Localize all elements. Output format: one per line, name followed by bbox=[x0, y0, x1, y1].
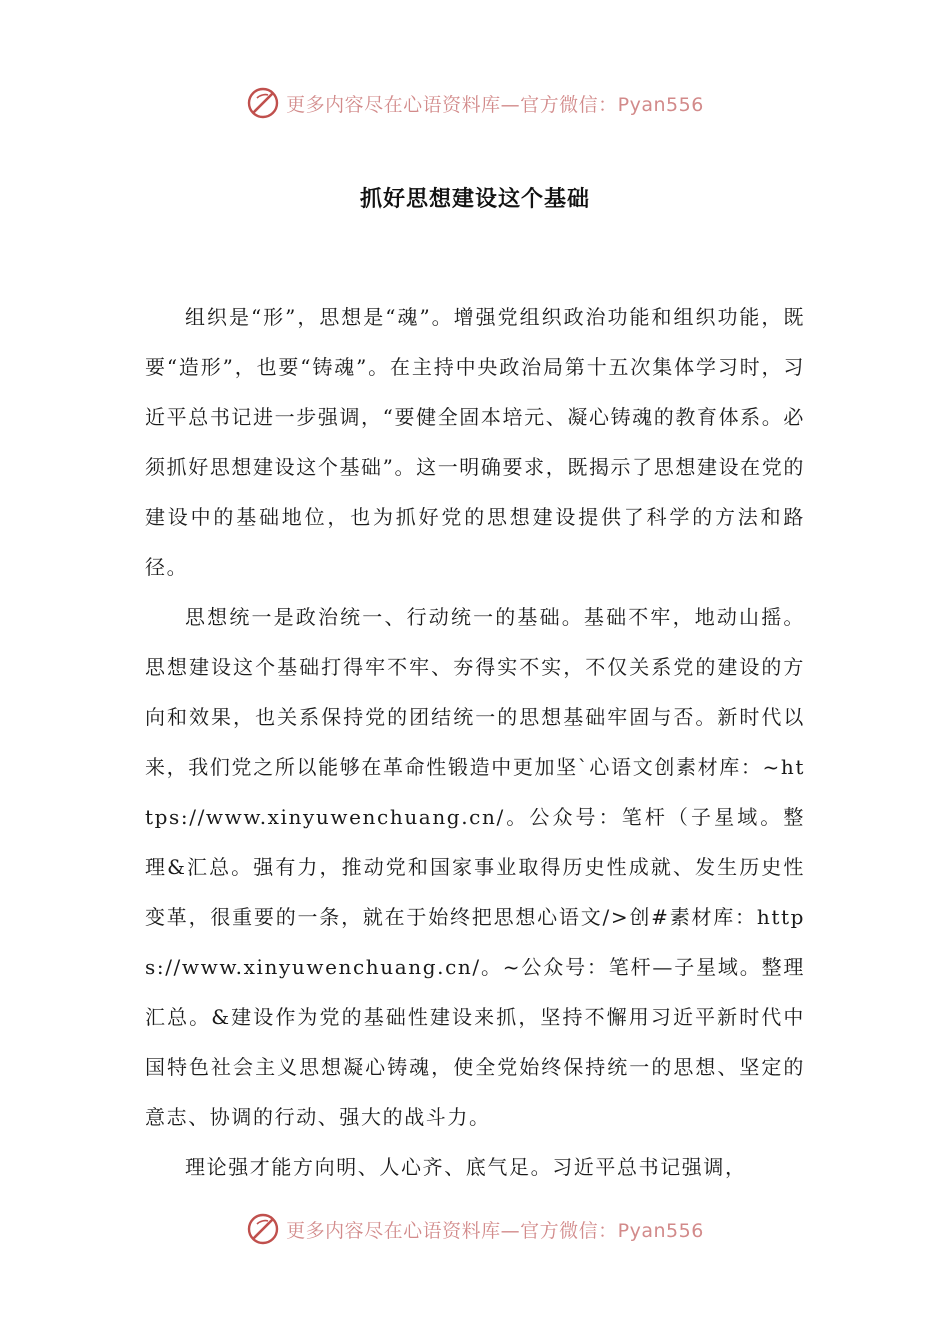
document-title: 抓好思想建设这个基础 bbox=[359, 187, 590, 212]
paragraph-1: 组织是“形”，思想是“魂”。增强党组织政治功能和组织功能，既要“造形”，也要“铸魂”。在主持中央政治局第十五次集体学习时，习近平总书记进一步强调，“要健全固本培元、凝心铸魂的教育体系。必须抓好思想建设这个基础”。这一明确要求，既揭示了思想建设在党的建设中的基础地位，也为抓好党的思想建设提供了科学的方法和路径。 bbox=[145, 305, 805, 579]
paragraph-3: 理论强才能方向明、人心齐、底气足。习近平总书记强调， bbox=[185, 1155, 747, 1179]
quill-logo-icon bbox=[246, 86, 280, 120]
watermark-footer bbox=[0, 1212, 950, 1246]
watermark-text: 更多内容尽在心语资料库—官方微信：Pyan556 bbox=[286, 1219, 704, 1242]
watermark-header bbox=[0, 86, 950, 120]
watermark-text: 更多内容尽在心语资料库—官方微信：Pyan556 bbox=[286, 93, 704, 116]
document-body bbox=[145, 292, 805, 1192]
quill-logo-icon bbox=[246, 1212, 280, 1246]
paragraph-2: 思想统一是政治统一、行动统一的基础。基础不牢，地动山摇。思想建设这个基础打得牢不牢、夯得实不实，不仅关系党的建设的方向和效果，也关系保持党的团结统一的思想基础牢固与否。新时代以来，我们党之所以能够在革命性锻造中更加坚`心语文创素材库：~https://www.xinyuwenchuang.cn/。公众号：笔杆（子星域。整理&汇总。强有力，推动党和国家事业取得历史性成就、发生历史性变革，很重要的一条，就在于始终把思想心语文/>创#素材库：https://www.xinyuwenchuang.cn/。~公众号：笔杆—子星域。整理汇总。&建设作为党的基础性建设来抓，坚持不懈用习近平新时代中国特色社会主义思想凝心铸魂，使全党始终保持统一的思想、坚定的意志、协调的行动、强大的战斗力。 bbox=[145, 605, 805, 1129]
